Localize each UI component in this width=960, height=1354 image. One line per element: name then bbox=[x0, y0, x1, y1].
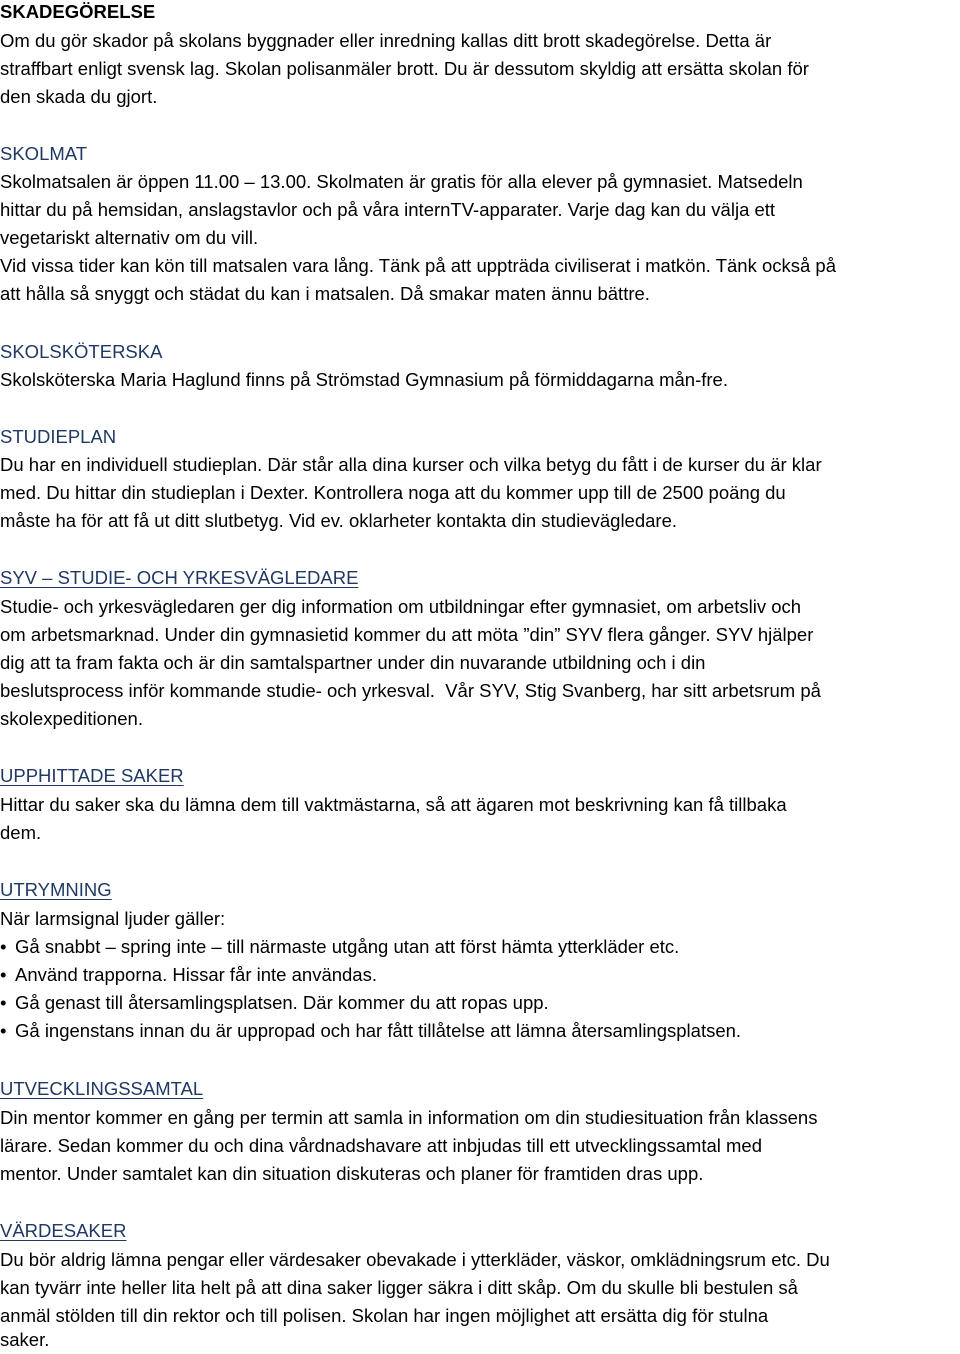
paragraph-line: Du har en individuell studieplan. Där står alla dina kurser och vilka betyg du fått i de kurser du är klar bbox=[0, 454, 822, 475]
paragraph-line: skolexpeditionen. bbox=[0, 708, 143, 729]
paragraph-line: När larmsignal ljuder gäller: bbox=[0, 908, 226, 929]
list-item-text: Gå genast till återsamlingsplatsen. Där kommer du att ropas upp. bbox=[15, 992, 549, 1013]
paragraph-line: Om du gör skador på skolans byggnader eller inredning kallas ditt brott skadegörelse. Detta är bbox=[0, 30, 772, 51]
paragraph-line: saker. bbox=[0, 1329, 50, 1350]
paragraph-line: Skolmatsalen är öppen 11.00 – 13.00. Skolmaten är gratis för alla elever på gymnasiet. Matsedeln bbox=[0, 171, 803, 192]
paragraph-line: Vid vissa tider kan kön till matsalen vara lång. Tänk på att uppträda civiliserat i matkön. Tänk också på bbox=[0, 255, 837, 276]
paragraph-line: straffbart enligt svensk lag. Skolan polisanmäler brott. Du är dessutom skyldig att ersätta skolan för bbox=[0, 58, 809, 79]
paragraph-line: Hittar du saker ska du lämna dem till vaktmästarna, så att ägaren mot beskrivning kan få tillbaka bbox=[0, 794, 787, 815]
bullet-icon: • bbox=[0, 964, 7, 985]
section-heading: SYV – STUDIE- OCH YRKESVÄGLEDARE bbox=[0, 567, 359, 588]
section-heading: STUDIEPLAN bbox=[0, 426, 117, 447]
paragraph-line: beslutsprocess inför kommande studie- och yrkesval. Vår SYV, Stig Svanberg, har sitt arbetsrum på bbox=[0, 680, 821, 701]
section-heading: SKOLSKÖTERSKA bbox=[0, 341, 163, 362]
paragraph-line: dem. bbox=[0, 822, 42, 843]
paragraph-line: med. Du hittar din studieplan i Dexter. Kontrollera noga att du kommer upp till de 2500 poäng du bbox=[0, 482, 786, 503]
paragraph-line: om arbetsmarknad. Under din gymnasietid kommer du att möta ”din” SYV flera gånger. SYV hjälper bbox=[0, 624, 814, 645]
list-item bbox=[0, 961, 377, 989]
paragraph-line: kan tyvärr inte heller lita helt på att dina saker ligger säkra i ditt skåp. Om du skulle bli bestulen så bbox=[0, 1277, 798, 1298]
paragraph-line: måste ha för att få ut ditt slutbetyg. Vid ev. oklarheter kontakta din studievägledare. bbox=[0, 510, 678, 531]
list-item bbox=[0, 1017, 741, 1045]
paragraph-line: den skada du gjort. bbox=[0, 86, 158, 107]
paragraph-line: mentor. Under samtalet kan din situation diskuteras och planer för framtiden dras upp. bbox=[0, 1163, 704, 1184]
section-heading: UTRYMNING bbox=[0, 879, 112, 900]
paragraph-line: att hålla så snyggt och städat du kan i matsalen. Då smakar maten ännu bättre. bbox=[0, 283, 650, 304]
section-heading: SKADEGÖRELSE bbox=[0, 1, 156, 22]
bullet-icon: • bbox=[0, 1020, 7, 1041]
bullet-icon: • bbox=[0, 936, 7, 957]
list-item bbox=[0, 989, 549, 1017]
list-item-text: Använd trapporna. Hissar får inte användas. bbox=[15, 964, 377, 985]
paragraph-line: anmäl stölden till din rektor och till polisen. Skolan har ingen möjlighet att ersätta dig för stulna bbox=[0, 1305, 769, 1326]
list-item-text: Gå snabbt – spring inte – till närmaste utgång utan att först hämta ytterkläder etc. bbox=[15, 936, 680, 957]
section-heading: SKOLMAT bbox=[0, 143, 88, 164]
paragraph-line: dig att ta fram fakta och är din samtalspartner under din nuvarande utbildning och i din bbox=[0, 652, 706, 673]
paragraph-line: Studie- och yrkesvägledaren ger dig information om utbildningar efter gymnasiet, om arbetsliv och bbox=[0, 596, 802, 617]
section-heading: UTVECKLINGSSAMTAL bbox=[0, 1078, 204, 1099]
list-item bbox=[0, 933, 679, 961]
paragraph-line: vegetariskt alternativ om du vill. bbox=[0, 227, 259, 248]
section-heading: VÄRDESAKER bbox=[0, 1220, 127, 1241]
paragraph-line: Du bör aldrig lämna pengar eller värdesaker obevakade i ytterkläder, väskor, omklädningsrum etc. Du bbox=[0, 1249, 830, 1270]
paragraph-line: hittar du på hemsidan, anslagstavlor och på våra internTV-apparater. Varje dag kan du välja ett bbox=[0, 199, 776, 220]
section-heading: UPPHITTADE SAKER bbox=[0, 765, 184, 786]
bullet-icon: • bbox=[0, 992, 7, 1013]
paragraph-line: Din mentor kommer en gång per termin att samla in information om din studiesituation från klassens bbox=[0, 1107, 818, 1128]
list-item-text: Gå ingenstans innan du är uppropad och har fått tillåtelse att lämna återsamlingsplatsen. bbox=[15, 1020, 742, 1041]
paragraph-line: lärare. Sedan kommer du och dina vårdnadshavare att inbjudas till ett utvecklingssamtal med bbox=[0, 1135, 762, 1156]
paragraph-line: Skolsköterska Maria Haglund finns på Strömstad Gymnasium på förmiddagarna mån-fre. bbox=[0, 369, 728, 390]
